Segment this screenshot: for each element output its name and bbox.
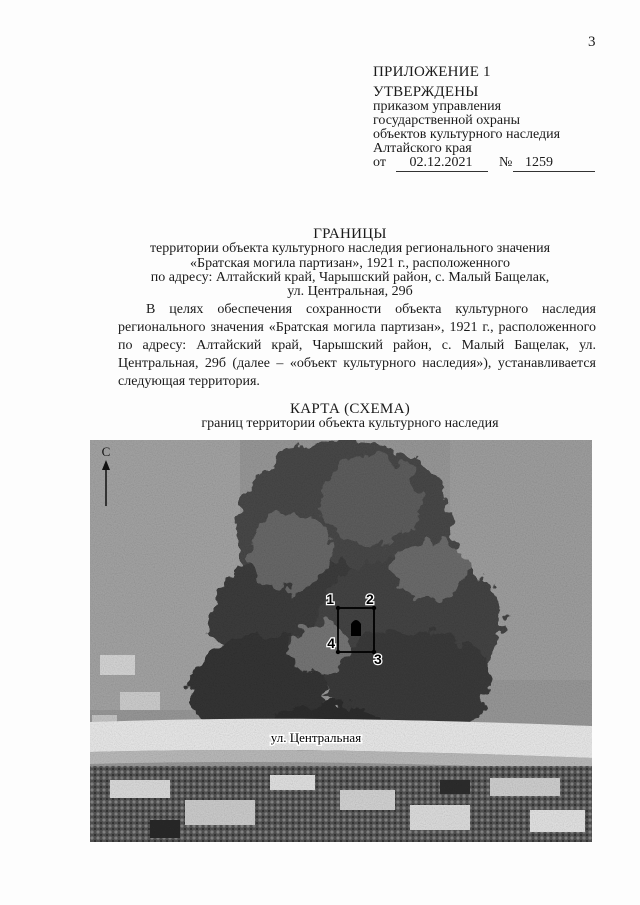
order-date-row	[373, 155, 603, 173]
boundaries-subtitle-line: территории объекта культурного наследия регионального значения	[149, 241, 551, 256]
order-line: приказом управления	[373, 99, 502, 114]
order-line: государственной охраны	[373, 113, 521, 128]
north-label: С	[101, 444, 111, 459]
boundaries-subtitle-line: «Братская могила партизан», 1921 г., расположенного	[190, 256, 510, 271]
boundaries-subtitle-line: ул. Центральная, 29б	[287, 284, 413, 299]
order-line: Алтайского края	[373, 141, 472, 156]
number-sign: №	[499, 155, 513, 170]
map-title: КАРТА (СХЕМА)	[289, 401, 411, 417]
order-date: 02.12.2021	[409, 155, 473, 170]
point-label: 1	[326, 591, 334, 607]
point-label: 2	[366, 591, 374, 607]
point-label: 3	[374, 651, 382, 667]
map-subtitle: границ территории объекта культурного наследия	[201, 416, 499, 431]
street-label: ул. Центральная	[270, 730, 362, 745]
approved-label: УТВЕРЖДЕНЫ	[373, 84, 479, 100]
body-paragraph: В целях обеспечения сохранности объекта культурного наследия регионального значения «Братская могила партизан», 1921 г., расположенного по адресу: Алтайский край, Чарышский район, с. Малый Бащелак, ул. Центральная, 29б (далее – «объект культурного наследия»), устанавливается следующая территория.	[118, 302, 596, 389]
date-underline	[396, 171, 488, 172]
aerial-photo	[90, 440, 592, 842]
boundaries-subtitle-line: по адресу: Алтайский край, Чарышский район, с. Малый Бащелак,	[150, 270, 550, 285]
order-line: объектов культурного наследия	[373, 127, 561, 142]
point-label: 4	[327, 635, 335, 651]
boundary-map	[90, 440, 592, 842]
boundaries-title: ГРАНИЦЫ	[313, 226, 387, 242]
appendix-label: ПРИЛОЖЕНИЕ 1	[373, 64, 491, 80]
page-number: 3	[588, 34, 596, 50]
monument-icon	[351, 620, 361, 636]
date-prefix: от	[373, 155, 386, 170]
number-underline	[513, 171, 595, 172]
order-number: 1259	[525, 155, 553, 170]
